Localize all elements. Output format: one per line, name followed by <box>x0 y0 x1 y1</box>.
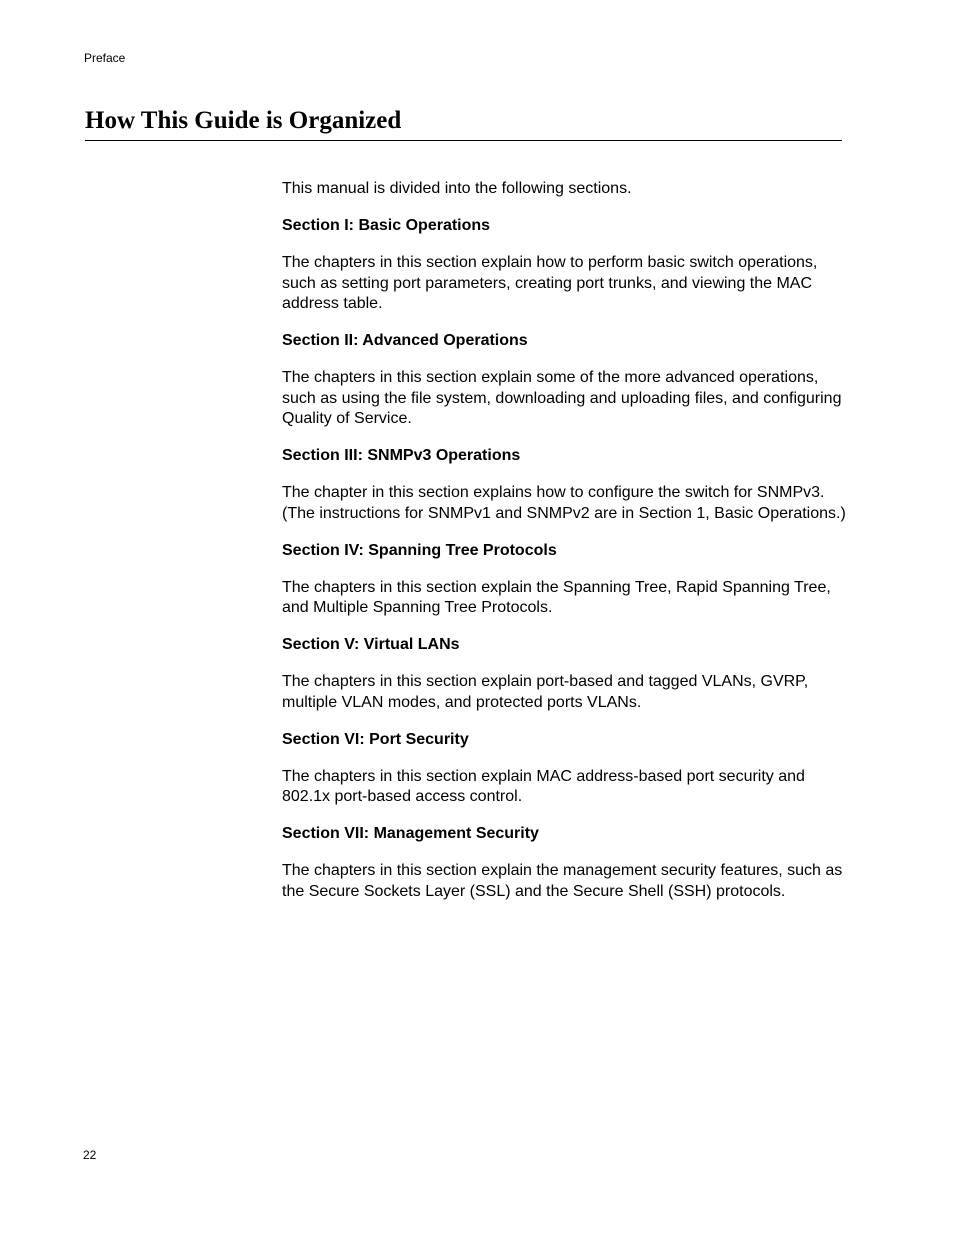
section-heading-2: Section II: Advanced Operations <box>282 332 528 349</box>
page-number: 22 <box>83 1148 97 1162</box>
section-heading-7: Section VII: Management Security <box>282 825 539 842</box>
section-body-1: The chapters in this section explain how to perform basic switch operations, such as setting port parameters, creating port trunks, and viewing the MAC address table. <box>282 254 818 312</box>
main-content <box>282 179 846 919</box>
running-header: Preface <box>84 51 126 65</box>
page-title: How This Guide is Organized <box>85 106 842 141</box>
section-body-6: The chapters in this section explain MAC address-based port security and 802.1x port-based access control. <box>282 767 805 805</box>
section-heading-4: Section IV: Spanning Tree Protocols <box>282 541 557 559</box>
section-body-7: The chapters in this section explain the management security features, such as the Secure Sockets Layer (SSL) and the Secure Shell (SSH) protocols. <box>282 862 843 900</box>
section-heading-6: Section VI: Port Security <box>282 730 469 748</box>
section-body-5: The chapters in this section explain port-based and tagged VLANs, GVRP, multiple VLAN modes, and protected ports VLANs. <box>282 673 809 711</box>
section-body-3: The chapter in this section explains how to configure the switch for SNMPv3. (The instructions for SNMPv1 and SNMPv2 are in Section 1, Basic Operations.) <box>282 484 846 522</box>
intro-paragraph: This manual is divided into the following sections. <box>282 180 632 197</box>
section-heading-5: Section V: Virtual LANs <box>282 636 460 653</box>
section-heading-1: Section I: Basic Operations <box>282 217 491 234</box>
section-heading-3: Section III: SNMPv3 Operations <box>282 447 521 464</box>
section-body-4: The chapters in this section explain the Spanning Tree, Rapid Spanning Tree, and Multiple Spanning Tree Protocols. <box>282 578 831 616</box>
section-body-2: The chapters in this section explain some of the more advanced operations, such as using the file system, downloading and uploading files, and configuring Quality of Service. <box>282 369 842 427</box>
